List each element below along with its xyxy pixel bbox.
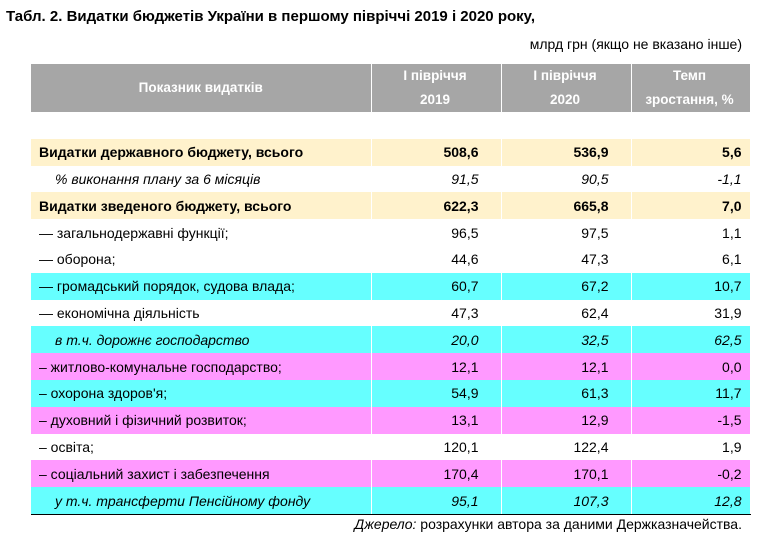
- growth-rate: 10,7: [631, 273, 750, 300]
- value-2019: 95,1: [371, 487, 501, 514]
- value-2020: 665,8: [501, 192, 631, 219]
- value-2019: 120,1: [371, 434, 501, 461]
- table-body: [31, 112, 750, 514]
- table-row: [31, 192, 750, 219]
- row-label: в т.ч. дорожнє господарство: [31, 326, 371, 353]
- table-header-row: [31, 64, 750, 112]
- value-2019: 60,7: [371, 273, 501, 300]
- row-label: Видатки державного бюджету, всього: [31, 139, 371, 166]
- growth-rate: -1,5: [631, 407, 750, 434]
- header-h1-2019: І півріччя 2019: [371, 64, 501, 112]
- value-2019: 13,1: [371, 407, 501, 434]
- row-label: — загальнодержавні функції;: [31, 219, 371, 246]
- table-row: [31, 219, 750, 246]
- growth-rate: 62,5: [631, 326, 750, 353]
- value-2020: 536,9: [501, 139, 631, 166]
- header-indicator: Показник видатків: [31, 64, 371, 112]
- row-label: – житлово-комунальне господарство;: [31, 353, 371, 380]
- row-label: – духовний і фізичний розвиток;: [31, 407, 371, 434]
- budget-table: [31, 64, 751, 515]
- value-2020: 12,1: [501, 353, 631, 380]
- value-2020: 67,2: [501, 273, 631, 300]
- table-row: [31, 273, 750, 300]
- value-2019: 54,9: [371, 380, 501, 407]
- growth-rate: 1,9: [631, 434, 750, 461]
- value-2020: 90,5: [501, 166, 631, 193]
- growth-rate: 31,9: [631, 300, 750, 327]
- value-2019: 170,4: [371, 460, 501, 487]
- table-row: [31, 460, 750, 487]
- row-label: – охорона здоров'я;: [31, 380, 371, 407]
- value-2020: 170,1: [501, 460, 631, 487]
- value-2020: 61,3: [501, 380, 631, 407]
- source-text: розрахунки автора за даними Держказначейства.: [416, 516, 742, 532]
- units-note: млрд грн (якщо не вказано інше): [529, 36, 742, 52]
- table-row: [31, 434, 750, 461]
- value-2019: 12,1: [371, 353, 501, 380]
- growth-rate: 5,6: [631, 139, 750, 166]
- growth-rate: 12,8: [631, 487, 750, 514]
- growth-rate: 7,0: [631, 192, 750, 219]
- table-title: Табл. 2. Видатки бюджетів України в першому півріччі 2019 і 2020 року,: [6, 8, 536, 25]
- table-row: [31, 246, 750, 273]
- growth-rate: 1,1: [631, 219, 750, 246]
- growth-rate: -0,2: [631, 460, 750, 487]
- growth-rate: 0,0: [631, 353, 750, 380]
- value-2019: 47,3: [371, 300, 501, 327]
- table-row: [31, 380, 750, 407]
- table-row: [31, 166, 750, 193]
- table-row: [31, 139, 750, 166]
- row-label: — економічна діяльність: [31, 300, 371, 327]
- table-row: [31, 353, 750, 380]
- spacer-row: [31, 112, 750, 139]
- value-2019: 508,6: [371, 139, 501, 166]
- value-2019: 20,0: [371, 326, 501, 353]
- table-row: [31, 407, 750, 434]
- source-prefix: Джерело:: [354, 516, 417, 532]
- row-label: у т.ч. трансферти Пенсійному фонду: [31, 487, 371, 514]
- table-row: [31, 300, 750, 327]
- value-2019: 91,5: [371, 166, 501, 193]
- table-row: [31, 487, 750, 514]
- row-label: % виконання плану за 6 місяців: [31, 166, 371, 193]
- growth-rate: 11,7: [631, 380, 750, 407]
- value-2020: 97,5: [501, 219, 631, 246]
- value-2020: 62,4: [501, 300, 631, 327]
- growth-rate: 6,1: [631, 246, 750, 273]
- value-2019: 622,3: [371, 192, 501, 219]
- row-label: – соціальний захист і забезпечення: [31, 460, 371, 487]
- header-growth-rate: Темп зростання, %: [631, 64, 750, 112]
- table-row: [31, 326, 750, 353]
- row-label: – освіта;: [31, 434, 371, 461]
- row-label: Видатки зведеного бюджету, всього: [31, 192, 371, 219]
- value-2020: 32,5: [501, 326, 631, 353]
- value-2019: 44,6: [371, 246, 501, 273]
- source-note: [354, 516, 742, 532]
- row-label: — громадський порядок, судова влада;: [31, 273, 371, 300]
- value-2020: 107,3: [501, 487, 631, 514]
- value-2020: 12,9: [501, 407, 631, 434]
- row-label: — оборона;: [31, 246, 371, 273]
- value-2020: 47,3: [501, 246, 631, 273]
- value-2019: 96,5: [371, 219, 501, 246]
- value-2020: 122,4: [501, 434, 631, 461]
- header-h1-2020: І півріччя 2020: [501, 64, 631, 112]
- growth-rate: -1,1: [631, 166, 750, 193]
